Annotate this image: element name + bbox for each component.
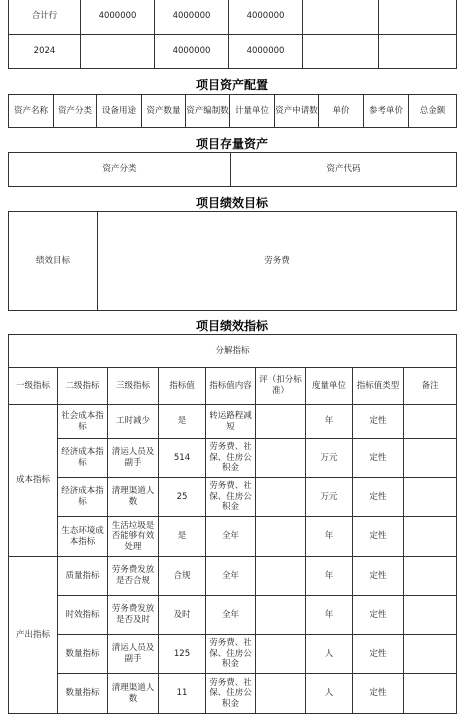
table-cell: [81, 35, 155, 69]
table-row: [9, 35, 457, 69]
measure-unit: 万元: [306, 478, 353, 517]
level2-indicator: 生态环境成本指标: [58, 517, 108, 557]
table-row: [9, 635, 457, 674]
column-header: 一级指标: [9, 368, 58, 405]
indicator-value: 是: [159, 405, 206, 439]
table-cell: 4000000: [155, 35, 229, 69]
table-row: [9, 557, 457, 596]
indicator-type: 定性: [353, 517, 404, 557]
table-row: [9, 405, 457, 439]
table-cell: [379, 0, 457, 35]
score-standard: [256, 478, 306, 517]
table-row: [9, 596, 457, 635]
indicator-content: 全年: [206, 557, 256, 596]
level3-indicator: 劳务费发放是否合规: [108, 557, 159, 596]
measure-unit: 人: [306, 674, 353, 714]
asset-config-title: 项目资产配置: [195, 78, 268, 92]
perf-indicators-table: [8, 334, 457, 714]
column-header: 资产名称: [9, 95, 54, 128]
table-row: [9, 674, 457, 714]
perf-goal-title: 项目绩效目标: [195, 196, 268, 210]
table-cell: 4000000: [81, 0, 155, 35]
indicator-value: 及时: [159, 596, 206, 635]
asset-config-table: [8, 94, 457, 128]
level3-indicator: 清运人员及副手: [108, 635, 159, 674]
table-cell: 2024: [9, 35, 81, 69]
column-header: 指标值类型: [353, 368, 404, 405]
table-row: [9, 517, 457, 557]
note: [404, 517, 457, 557]
column-header: 资产数量: [142, 95, 186, 128]
table-cell: [379, 35, 457, 69]
indicator-content: 全年: [206, 596, 256, 635]
level3-indicator: 生活垃圾是否能够有效处理: [108, 517, 159, 557]
measure-unit: 年: [306, 596, 353, 635]
measure-unit: 人: [306, 635, 353, 674]
table-cell: 4000000: [155, 0, 229, 35]
table-header-row: [9, 95, 457, 128]
table-cell: 4000000: [229, 35, 303, 69]
indicator-value: 是: [159, 517, 206, 557]
perf-goal-table: [8, 211, 457, 311]
indicator-type: 定性: [353, 557, 404, 596]
column-header: 总金额: [409, 95, 457, 128]
score-standard: [256, 635, 306, 674]
level2-indicator: 数量指标: [58, 635, 108, 674]
level3-indicator: 清运人员及副手: [108, 439, 159, 478]
level1-indicator: 产出指标: [9, 557, 58, 714]
table-header-row: [9, 335, 457, 368]
column-header: 度量单位: [306, 368, 353, 405]
level2-indicator: 经济成本指标: [58, 439, 108, 478]
measure-unit: 年: [306, 517, 353, 557]
indicator-type: 定性: [353, 439, 404, 478]
column-header: 指标值内容: [206, 368, 256, 405]
note: [404, 596, 457, 635]
note: [404, 478, 457, 517]
table-header-row: [9, 153, 457, 187]
table-row: [9, 478, 457, 517]
stock-assets-table: [8, 152, 457, 187]
indicator-type: 定性: [353, 405, 404, 439]
column-header: 资产编制数: [186, 95, 230, 128]
score-standard: [256, 439, 306, 478]
level3-indicator: 劳务费发放是否及时: [108, 596, 159, 635]
indicator-value: 25: [159, 478, 206, 517]
indicator-content: 劳务费、社保、住房公积金: [206, 674, 256, 714]
table-row: [9, 0, 457, 35]
table-header-row: [9, 368, 457, 405]
table-row: [9, 439, 457, 478]
column-header: 资产代码: [231, 153, 457, 187]
column-header: 设备用途: [97, 95, 142, 128]
note: [404, 635, 457, 674]
column-header: 单价: [319, 95, 364, 128]
column-header: 资产申请数: [275, 95, 319, 128]
level2-indicator: 经济成本指标: [58, 478, 108, 517]
indicator-content: 全年: [206, 517, 256, 557]
stock-assets-title: 项目存量资产: [195, 137, 268, 151]
indicator-value: 11: [159, 674, 206, 714]
column-header: 资产分类: [9, 153, 231, 187]
score-standard: [256, 517, 306, 557]
note: [404, 674, 457, 714]
measure-unit: 年: [306, 557, 353, 596]
indicator-content: 转运路程减短: [206, 405, 256, 439]
level3-indicator: 工时减少: [108, 405, 159, 439]
level1-indicator: 成本指标: [9, 405, 58, 557]
table-cell: [303, 35, 379, 69]
perf-goal-value: 劳务费: [98, 212, 457, 311]
perf-indicators-title: 项目绩效指标: [195, 319, 268, 333]
column-header: 二级指标: [58, 368, 108, 405]
column-header: 指标值: [159, 368, 206, 405]
level2-indicator: 质量指标: [58, 557, 108, 596]
score-standard: [256, 596, 306, 635]
indicator-content: 劳务费、社保、住房公积金: [206, 635, 256, 674]
measure-unit: 万元: [306, 439, 353, 478]
indicator-value: 125: [159, 635, 206, 674]
measure-unit: 年: [306, 405, 353, 439]
decomposition-header: 分解指标: [9, 335, 457, 368]
score-standard: [256, 557, 306, 596]
column-header: 资产分类: [54, 95, 97, 128]
perf-goal-label: 绩效目标: [9, 212, 98, 311]
score-standard: [256, 674, 306, 714]
column-header: 三级指标: [108, 368, 159, 405]
level3-indicator: 清理渠道人数: [108, 478, 159, 517]
column-header: 计量单位: [230, 95, 275, 128]
indicator-type: 定性: [353, 674, 404, 714]
indicator-value: 合规: [159, 557, 206, 596]
indicator-type: 定性: [353, 478, 404, 517]
column-header: 备注: [404, 368, 457, 405]
indicator-content: 劳务费、社保、住房公积金: [206, 478, 256, 517]
level2-indicator: 数量指标: [58, 674, 108, 714]
note: [404, 405, 457, 439]
indicator-content: 劳务费、社保、住房公积金: [206, 439, 256, 478]
level2-indicator: 时效指标: [58, 596, 108, 635]
indicator-type: 定性: [353, 596, 404, 635]
indicator-value: 514: [159, 439, 206, 478]
level3-indicator: 清理渠道人数: [108, 674, 159, 714]
column-header: 参考单价: [364, 95, 409, 128]
table-cell: 4000000: [229, 0, 303, 35]
table-cell: [303, 0, 379, 35]
note: [404, 439, 457, 478]
note: [404, 557, 457, 596]
level2-indicator: 社会成本指标: [58, 405, 108, 439]
score-standard: [256, 405, 306, 439]
table-row: [9, 212, 457, 311]
column-header: 评（扣分标准）: [256, 368, 306, 405]
table-cell: 合计行: [9, 0, 81, 35]
indicator-type: 定性: [353, 635, 404, 674]
budget-table: [8, 0, 457, 69]
